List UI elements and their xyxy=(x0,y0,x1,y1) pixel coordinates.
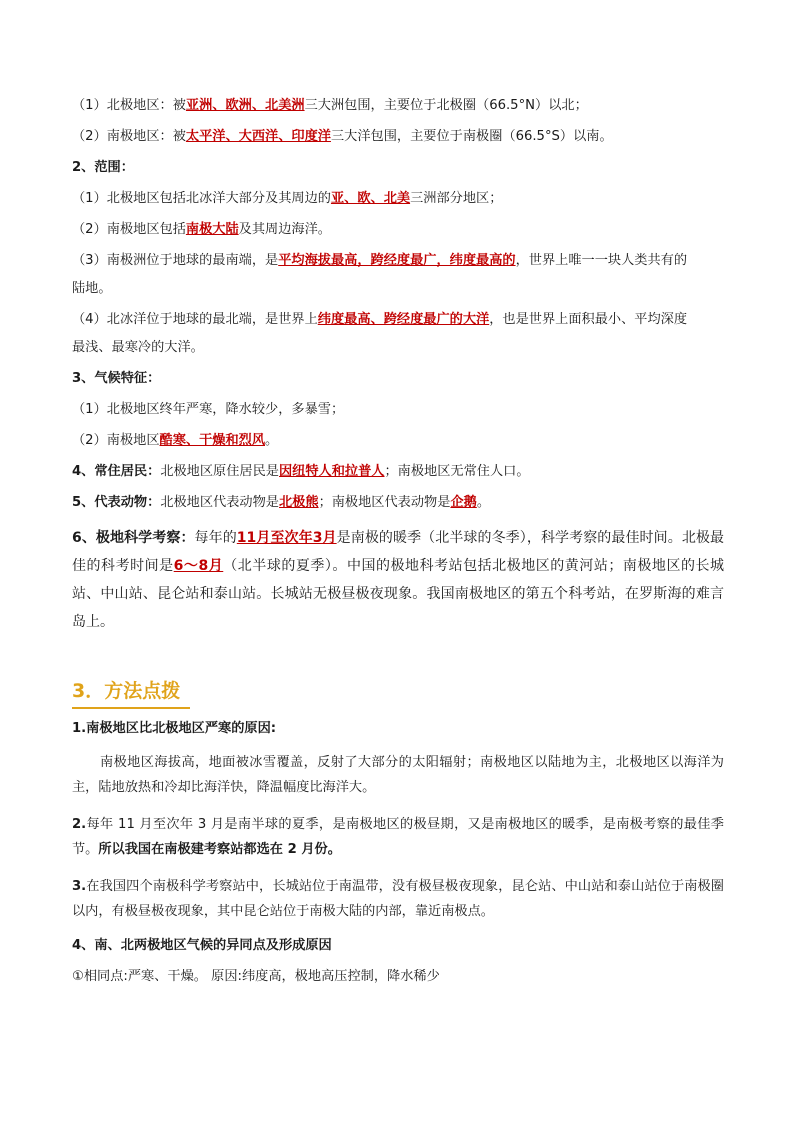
text: ，也是世界上面积最小、平均深度 xyxy=(489,312,688,327)
animals-line xyxy=(72,493,724,512)
text: （2）南极地区：被 xyxy=(72,129,186,144)
range-line-2 xyxy=(72,220,724,239)
document-page xyxy=(72,96,724,998)
highlight-continents: 亚洲、欧洲、北美洲 xyxy=(185,98,305,113)
text: 每年 11 月至次年 3 月是南半球的夏季，是南极地区的极昼期，又是南极地区的暖季，是南极考察的最佳季节。 xyxy=(72,817,724,857)
range-line-1 xyxy=(72,189,724,208)
arctic-location-line xyxy=(72,96,724,115)
text: 及其周边海洋。 xyxy=(238,222,331,237)
science-paragraph xyxy=(72,524,724,636)
antarctic-location-line xyxy=(72,127,724,146)
text: 每年的 xyxy=(194,530,237,546)
number: 3. xyxy=(72,879,87,894)
text: 陆地。 xyxy=(72,281,112,296)
highlight: 北极熊 xyxy=(279,495,319,510)
text: 三大洲包围，主要位于北极圈（66.5°N）以北； xyxy=(304,98,588,113)
highlight: 因纽特人和拉普人 xyxy=(279,464,385,479)
methods-title: 3．方法点拨 xyxy=(72,680,181,702)
text: 三大洋包围，主要位于南极圈（66.5°S）以南。 xyxy=(330,129,613,144)
highlight: 平均海拔最高，跨经度最广，纬度最高的 xyxy=(278,253,516,268)
text: （1）北极地区：被 xyxy=(72,98,186,113)
climate-heading: 3、气候特征： xyxy=(72,371,161,386)
text: （3）南极洲位于地球的最南端，是 xyxy=(72,253,279,268)
text: 最浅、最寒冷的大洋。 xyxy=(72,340,204,355)
text: （4）北冰洋位于地球的最北端，是世界上 xyxy=(72,312,318,327)
highlight: 6～8月 xyxy=(173,558,224,574)
number: 2. xyxy=(72,817,87,832)
q4-heading: 4、南、北两极地区气候的异同点及形成原因 xyxy=(72,938,332,953)
highlight: 企鹅 xyxy=(450,495,477,510)
range-line-3 xyxy=(72,251,724,298)
q2-paragraph xyxy=(72,812,724,862)
text: 北极地区代表动物是 xyxy=(160,495,279,510)
highlight: 亚、欧、北美 xyxy=(330,191,411,206)
range-heading: 2、范围： xyxy=(72,160,134,175)
title-underline xyxy=(72,707,190,709)
q3-paragraph xyxy=(72,874,724,924)
text: （1）北极地区包括北冰洋大部分及其周边的 xyxy=(72,191,331,206)
climate-line-2 xyxy=(72,431,724,450)
text: （2）南极地区包括 xyxy=(72,222,186,237)
highlight-oceans: 太平洋、大西洋、印度洋 xyxy=(185,129,331,144)
text: ；南极地区代表动物是 xyxy=(318,495,451,510)
text: 。 xyxy=(476,495,490,510)
text: 三洲部分地区； xyxy=(410,191,503,206)
residents-line xyxy=(72,462,724,481)
bold-text: 所以我国在南极建考察站都选在 2 月份。 xyxy=(98,842,341,857)
q4-line-1: ①相同点:严寒、干燥。 原因:纬度高，极地高压控制，降水稀少 xyxy=(72,969,440,984)
text: 在我国四个南极科学考察站中，长城站位于南温带，没有极昼极夜现象，昆仑站、中山站和泰山站位于南极圈以内，有极昼极夜现象，其中昆仑站位于南极大陆的内部，靠近南极点。 xyxy=(72,879,724,919)
highlight: 南极大陆 xyxy=(185,222,239,237)
text: 北极地区原住居民是 xyxy=(160,464,279,479)
q1-body: 南极地区海拔高，地面被冰雪覆盖，反射了大部分的太阳辐射；南极地区以陆地为主，北极地区以海洋为主，陆地放热和冷却比海洋快，降温幅度比海洋大。 xyxy=(72,755,724,795)
text: （北半球的夏季）。中国的极地科考站包括北极地区的黄河站；南极地区的长城站、中山站、昆仑站和泰山站。长城站无极昼极夜现象。我国南极地区的第五个科考站，在罗斯海的难言岛上。 xyxy=(72,558,725,630)
label: 6、极地科学考察： xyxy=(72,530,195,546)
text: ；南极地区无常住人口。 xyxy=(384,464,530,479)
climate-line-1: （1）北极地区终年严寒，降水较少，多暴雪； xyxy=(72,402,345,417)
highlight: 酷寒、干燥和烈风 xyxy=(159,433,266,448)
q1-heading: 1.南极地区比北极地区严寒的原因: xyxy=(72,721,277,736)
text: ，世界上唯一一块人类共有的 xyxy=(515,253,688,268)
range-line-4 xyxy=(72,310,724,357)
text: （2）南极地区 xyxy=(72,433,160,448)
highlight: 纬度最高、跨经度最广的大洋 xyxy=(317,312,490,327)
label: 5、代表动物： xyxy=(72,495,161,510)
label: 4、常住居民： xyxy=(72,464,161,479)
text: 是南极的暖季（北半球的冬季），科学考察的最佳时间。北极最佳的科考时间是 xyxy=(72,530,724,574)
text: 。 xyxy=(265,433,279,448)
highlight: 11月至次年3月 xyxy=(236,530,337,546)
